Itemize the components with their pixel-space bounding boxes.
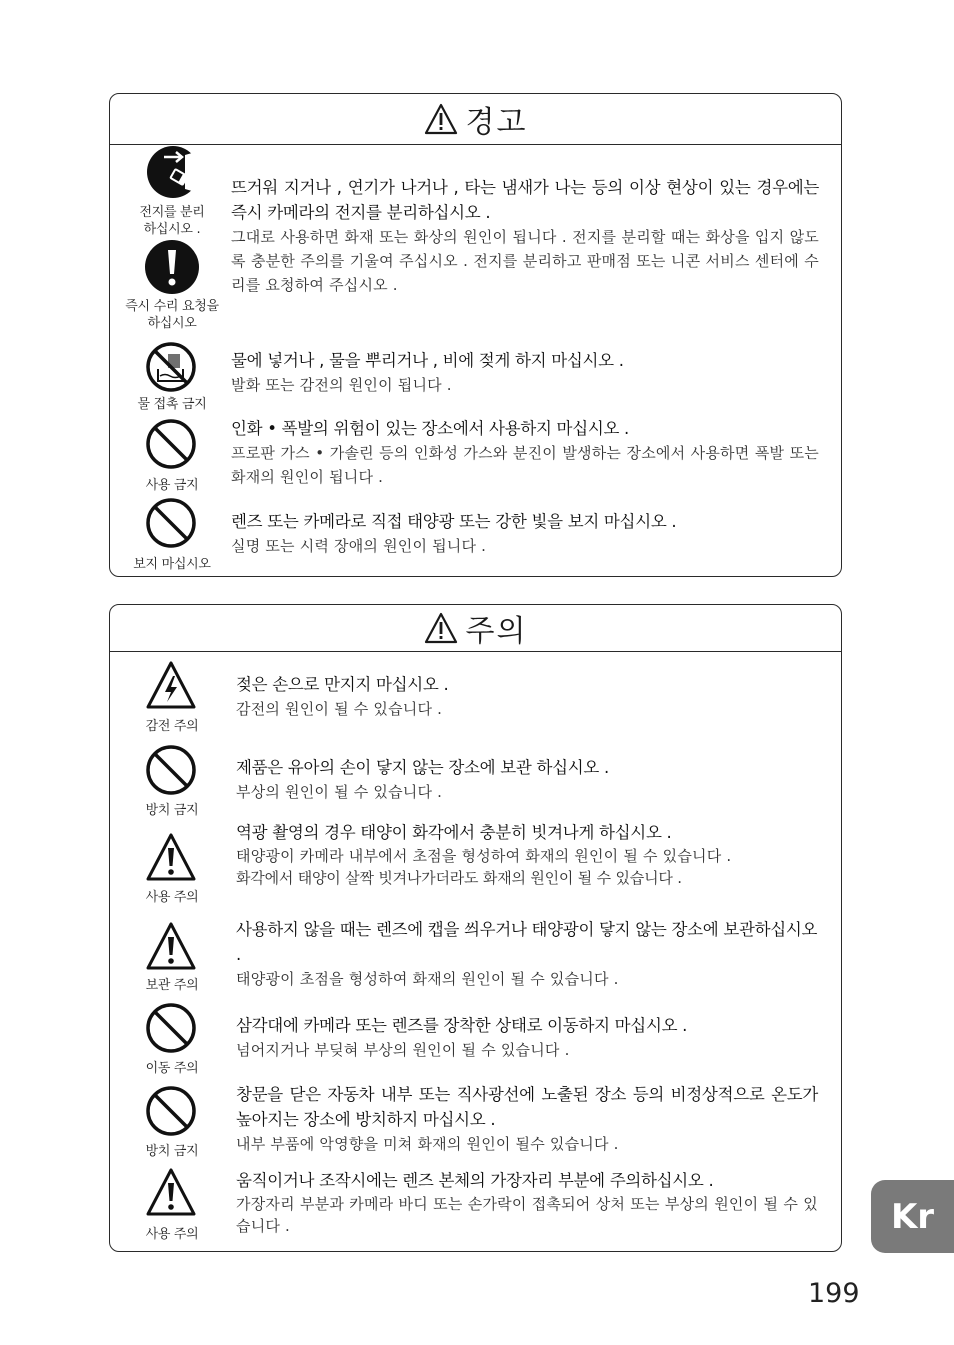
warning-entry-water [231, 348, 819, 397]
exclamation-warning-icon [145, 1167, 197, 1219]
prohibited-icon [145, 497, 197, 549]
warning-body: 프로판 가스 • 가솔린 등의 인화성 가스와 분진이 발생하는 장소에서 사용하면 폭발 또는 화재의 원인이 됩니다 . [231, 444, 819, 486]
storage-caution-label: 보관 주의 [145, 978, 199, 993]
caution-entry-storage [236, 917, 818, 991]
exclamation-warning-icon [145, 921, 197, 973]
caution-body: 내부 부품에 악영향을 미쳐 화재의 원인이 될수 있습니다 . [236, 1135, 619, 1153]
warning-triangle-icon [424, 103, 458, 135]
warning-entry-battery [231, 175, 819, 297]
prohibited-icon [145, 418, 197, 470]
caution-body-extra: 화각에서 태양이 살짝 빗겨나가더라도 화재의 원인이 될 수 있습니다 . [236, 869, 682, 887]
warning-triangle-icon [424, 612, 458, 644]
caution-title: 주의 [465, 614, 528, 649]
no-leaving-label: 방치 금지 [145, 803, 199, 818]
caution-heading: 제품은 유아의 손이 닿지 않는 장소에 보관 하십시오 . [236, 758, 609, 777]
warning-box [109, 93, 842, 577]
no-use-label: 사용 금지 [145, 478, 199, 493]
no-leaving-label-2: 방치 금지 [145, 1144, 199, 1159]
no-water-icon [145, 341, 197, 393]
warning-body: 실명 또는 시력 장애의 원인이 됩니다 . [231, 537, 487, 555]
language-tab: Kr [871, 1180, 954, 1253]
caution-heading: 역광 촬영의 경우 태양이 화각에서 충분히 빗겨나게 하십시오 . [236, 823, 672, 842]
caution-header [110, 605, 841, 652]
caution-entry-edges [236, 1168, 818, 1237]
electric-shock-label: 감전 주의 [145, 719, 199, 734]
exclamation-circle-icon [144, 239, 200, 295]
caution-heading: 창문을 닫은 자동차 내부 또는 직사광선에 노출된 장소 등의 비정상적으로 온도가 높아지는 장소에 방치하지 마십시오 . [236, 1085, 818, 1129]
move-caution-label: 이동 주의 [145, 1061, 199, 1076]
warning-entry-flammable [231, 416, 819, 489]
battery-remove-icon [146, 145, 200, 199]
battery-remove-label-line1: 전지를 분리 [139, 205, 205, 220]
warning-title: 경고 [465, 105, 528, 140]
caution-body: 부상의 원인이 될 수 있습니다 . [236, 783, 443, 801]
caution-entry-car [236, 1082, 818, 1156]
warning-body: 그대로 사용하면 화재 또는 화상의 원인이 됩니다 . 전지를 분리할 때는 화상을 입지 않도록 충분한 주의를 기울여 주십시오 . 전지를 분리하고 판매점 또는 니콘 서비스 센터에 수리를 요청하여 주십시오 . [231, 228, 819, 294]
exclamation-warning-icon [145, 832, 197, 884]
no-water-label: 물 접촉 금지 [137, 397, 207, 412]
warning-header [110, 94, 841, 145]
repair-request-label-line2: 하십시오 [147, 316, 197, 331]
caution-entry-wet-hands [236, 672, 818, 721]
warning-heading: 물에 넣거나 , 물을 뿌리거나 , 비에 젖게 하지 마십시오 . [231, 351, 624, 370]
warning-heading: 인화 • 폭발의 위험이 있는 장소에서 사용하지 마십시오 . [231, 419, 629, 438]
caution-body: 넘어지거나 부딪혀 부상의 원인이 될 수 있습니다 . [236, 1041, 570, 1059]
battery-remove-label [112, 204, 232, 238]
use-caution-label: 사용 주의 [145, 890, 199, 905]
caution-entry-tripod [236, 1013, 818, 1062]
electric-shock-warning-icon [145, 660, 197, 712]
warning-heading: 렌즈 또는 카메라로 직접 태양광 또는 강한 빛을 보지 마십시오 . [231, 512, 677, 531]
caution-heading: 움직이거나 조작시에는 렌즈 본체의 가장자리 부분에 주의하십시오 . [236, 1171, 714, 1190]
warning-entry-sunlight [231, 509, 819, 558]
warning-body: 발화 또는 감전의 원인이 됩니다 . [231, 376, 452, 394]
battery-remove-label-line2: 하십시오 . [143, 222, 201, 237]
use-caution-label-2: 사용 주의 [145, 1227, 199, 1242]
prohibited-icon [145, 744, 197, 796]
warning-heading: 뜨거워 지거나 , 연기가 나거나 , 타는 냄새가 나는 등의 이상 현상이 있는 경우에는 즉시 카메라의 전지를 분리하십시오 . [231, 178, 819, 222]
caution-body: 가장자리 부분과 카메라 바디 또는 손가락이 접촉되어 상처 또는 부상의 원인이 될 수 있습니다 . [236, 1195, 818, 1235]
repair-request-label [112, 298, 232, 332]
caution-heading: 사용하지 않을 때는 렌즈에 캡을 씌우거나 태양광이 닿지 않는 장소에 보관하십시오 . [236, 920, 818, 964]
do-not-look-label: 보지 마십시오 [133, 557, 211, 572]
caution-heading: 삼각대에 카메라 또는 렌즈를 장착한 상태로 이동하지 마십시오 . [236, 1016, 688, 1035]
caution-body: 태양광이 카메라 내부에서 초점을 형성하여 화재의 원인이 될 수 있습니다 . [236, 847, 732, 865]
caution-body: 감전의 원인이 될 수 있습니다 . [236, 700, 443, 718]
caution-entry-backlight [236, 820, 818, 889]
caution-heading: 젖은 손으로 만지지 마십시오 . [236, 675, 449, 694]
caution-entry-children [236, 755, 818, 804]
prohibited-icon [145, 1085, 197, 1137]
repair-request-label-line1: 즉시 수리 요청을 [125, 299, 219, 314]
prohibited-icon [145, 1002, 197, 1054]
caution-body: 태양광이 초점을 형성하여 화재의 원인이 될 수 있습니다 . [236, 970, 619, 988]
page-number: 199 [808, 1278, 860, 1309]
